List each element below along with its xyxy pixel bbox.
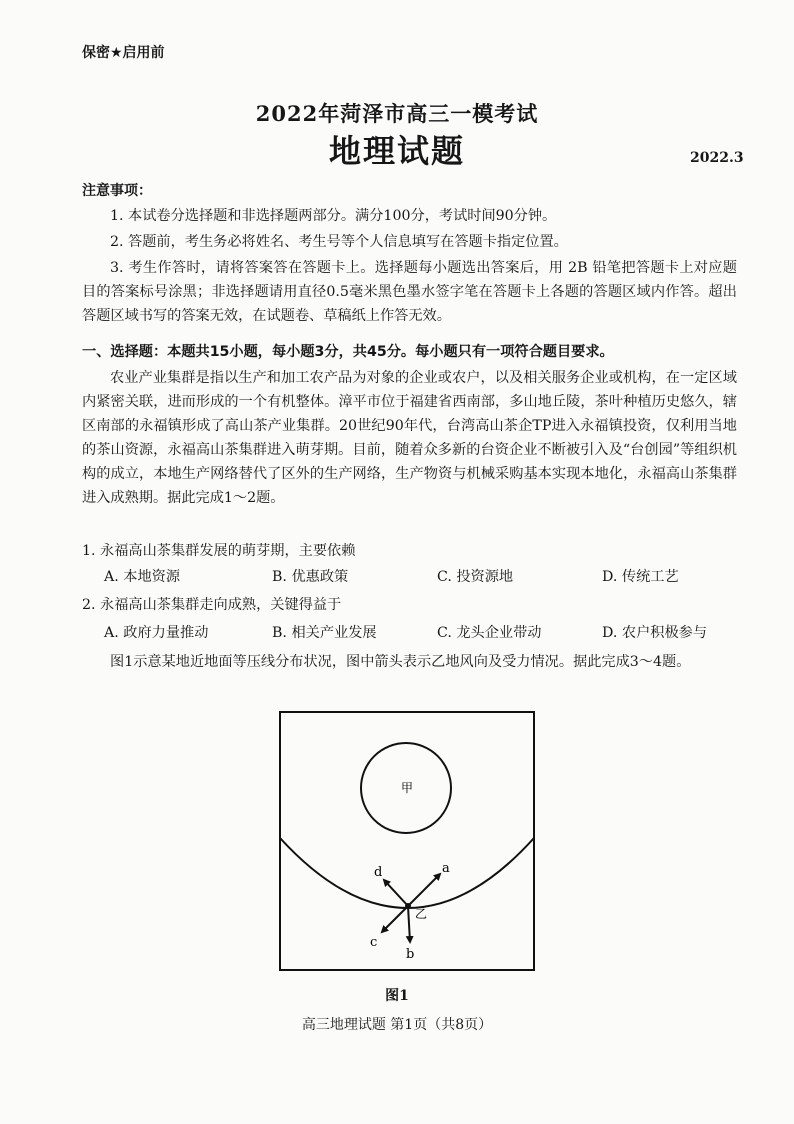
question-2-option-a: A. 政府力量推动 xyxy=(104,625,209,641)
section-heading: 一、选择题：本题共15小题，每小题3分，共45分。每小题只有一项符合题目要求。 xyxy=(82,344,614,360)
question-1-option-b: B. 优惠政策 xyxy=(272,569,349,585)
label-yi: 乙 xyxy=(415,907,428,921)
question-2-stem: 2. 永福高山茶集群走向成熟，关键得益于 xyxy=(82,597,342,613)
arrow-d xyxy=(384,880,408,906)
notice-item-1: 1. 本试卷分选择题和非选择题两部分。满分100分，考试时间90分钟。 xyxy=(110,208,557,224)
isobar-curve xyxy=(280,838,534,908)
exam-title: 2022年菏泽市高三一模考试 xyxy=(255,101,539,126)
passage-2: 图1示意某地近地面等压线分布状况，图中箭头表示乙地风向及受力情况。据此完成3～4题。 xyxy=(110,654,691,670)
label-b: b xyxy=(406,947,415,962)
question-1-option-c: C. 投资源地 xyxy=(437,569,514,585)
notice-heading: 注意事项： xyxy=(82,183,152,199)
label-jia: 甲 xyxy=(401,781,414,795)
arrow-a xyxy=(408,874,440,906)
isobar-figure xyxy=(278,708,536,976)
question-2-option-d: D. 农户积极参与 xyxy=(602,625,708,641)
label-d: d xyxy=(374,865,383,880)
question-2-option-b: B. 相关产业发展 xyxy=(272,625,377,641)
label-c: c xyxy=(370,935,378,950)
exam-date: 2022.3 xyxy=(690,150,744,166)
notice-item-3: 3. 考生作答时，请将答案答在答题卡上。选择题每小题选出答案后，用 2B 铅笔把答题卡上对应题目的答案标号涂黑；非选择题请用直径0.5毫米黑色墨水签字笔在答题卡上各题的答题区域内作答。超出答题区域书写的答案无效，在试题卷、草稿纸上作答无效。 xyxy=(82,260,737,324)
question-1-option-d: D. 传统工艺 xyxy=(602,569,679,585)
arrow-c xyxy=(382,906,408,932)
notice-item-2: 2. 答题前，考生务必将姓名、考生号等个人信息填写在答题卡指定位置。 xyxy=(110,234,568,250)
figure-caption: 图1 xyxy=(385,988,409,1004)
question-2-option-c: C. 龙头企业带动 xyxy=(437,625,542,641)
question-1-option-a: A. 本地资源 xyxy=(104,569,181,585)
question-1-stem: 1. 永福高山茶集群发展的萌芽期，主要依赖 xyxy=(82,543,356,559)
arrow-b xyxy=(408,906,410,942)
passage-1: 农业产业集群是指以生产和加工农产品为对象的企业或农户，以及相关服务企业或机构，在一定区域内紧密关联，进而形成的一个有机整体。漳平市位于福建省西南部，多山地丘陵，茶叶种植历史悠久，辖区南部的永福镇形成了高山茶产业集群。20世纪90年代，台湾高山茶企TP进入永福镇投资，仅利用当地的茶山资源，永福高山茶集群进入萌芽期。目前，随着众多新的台资企业不断被引入及“台创园”等组织机构的成立，本地生产网络替代了区外的生产网络，生产物资与机械采购基本实现本地化，永福高山茶集群进入成熟期。据此完成1～2题。 xyxy=(82,370,737,506)
confidential-label: 保密★启用前 xyxy=(82,45,165,61)
figure-frame xyxy=(280,712,534,970)
label-a: a xyxy=(442,861,450,876)
subject-title: 地理试题 xyxy=(328,132,465,170)
page-footer: 高三地理试题 第1页（共8页） xyxy=(301,1017,493,1033)
